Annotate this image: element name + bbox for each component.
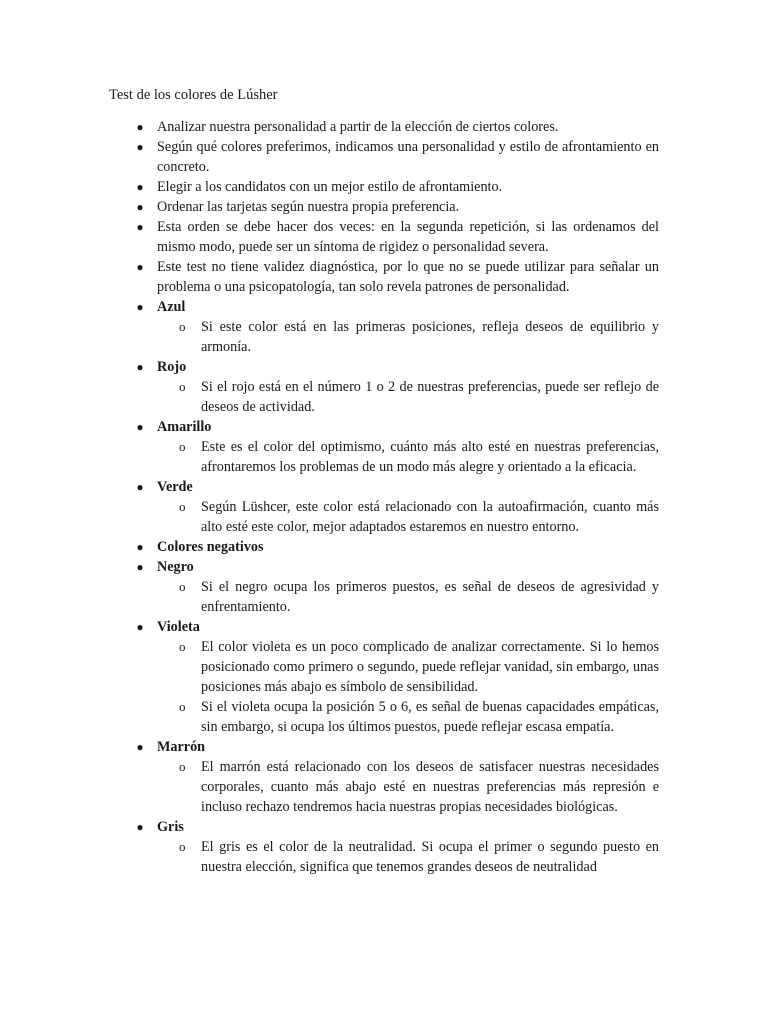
bullet-icon: ● <box>136 140 144 154</box>
circle-bullet-icon: o <box>179 439 186 454</box>
color-heading-rojo: ● Rojo <box>136 359 187 375</box>
list-item: ● Este test no tiene validez diagnóstica, por lo que no se puede utilizar para señalar un problema o una psicopatología, tan solo revela patrones de personalidad. <box>136 259 659 295</box>
color-heading-negro: ● Negro <box>136 559 194 575</box>
color-notes <box>109 757 659 817</box>
list-item: ● Según qué colores preferimos, indicamos una personalidad y estilo de afrontamiento en concreto. <box>136 139 659 175</box>
sub-list-item: o Este es el color del optimismo, cuánto más alto esté en nuestras preferencias, afrontaremos los problemas de un modo más alegre y orientado a la eficacia. <box>179 439 659 475</box>
sublist <box>157 437 659 477</box>
sublist <box>157 497 659 537</box>
bullet-icon: ● <box>136 420 144 434</box>
sub-list-item: o El marrón está relacionado con los deseos de satisfacer nuestras necesidades corporales, cuanto más abajo esté en nuestras preferencias más represión e incluso rechazo tendremos hacia nuestras propias necesidades biológicas. <box>179 759 659 815</box>
sub-list-item: o Si el violeta ocupa la posición 5 o 6, es señal de buenas capacidades empáticas, sin embargo, si ocupa los últimos puestos, puede reflejar escasa empatía. <box>179 699 659 735</box>
circle-bullet-icon: o <box>179 759 186 774</box>
sublist <box>157 317 659 357</box>
sub-list-item: o Si el rojo está en el número 1 o 2 de nuestras preferencias, puede ser reflejo de deseos de actividad. <box>179 379 659 415</box>
sub-list-item: o Según Lüshcer, este color está relacionado con la autoafirmación, cuanto más alto esté este color, mejor adaptados estaremos en nuestro entorno. <box>179 499 659 535</box>
color-notes <box>109 317 659 357</box>
bullet-icon: ● <box>136 620 144 634</box>
bullet-icon: ● <box>136 220 144 234</box>
sublist <box>157 757 659 817</box>
bullet-icon: ● <box>136 480 144 494</box>
bullet-icon: ● <box>136 120 144 134</box>
list-item: ● Ordenar las tarjetas según nuestra propia preferencia. <box>136 199 460 215</box>
color-heading-verde: ● Verde <box>136 479 193 495</box>
circle-bullet-icon: o <box>179 699 186 714</box>
color-heading-gris: ● Gris <box>136 819 184 835</box>
sublist <box>157 577 659 617</box>
bullet-icon: ● <box>136 820 144 834</box>
sublist <box>157 837 659 877</box>
circle-bullet-icon: o <box>179 319 186 334</box>
sub-list-item: o El color violeta es un poco complicado de analizar correctamente. Si lo hemos posicionado como primero o segundo, puede reflejar vanidad, sin embargo, unas posiciones más abajo es símbolo de sensibilidad. <box>179 639 659 695</box>
color-heading-colores-negativos: ● Colores negativos <box>136 539 264 555</box>
main-list <box>109 117 659 877</box>
sub-list-item: o Si este color está en las primeras posiciones, refleja deseos de equilibrio y armonía. <box>179 319 659 355</box>
color-notes <box>109 577 659 617</box>
color-notes <box>109 377 659 417</box>
bullet-icon: ● <box>136 360 144 374</box>
circle-bullet-icon: o <box>179 499 186 514</box>
color-notes <box>109 497 659 537</box>
document-title: Test de los colores de Lúsher <box>109 87 278 103</box>
color-heading-marron: ● Marrón <box>136 739 206 755</box>
bullet-icon: ● <box>136 560 144 574</box>
sub-list-item: o El gris es el color de la neutralidad. Si ocupa el primer o segundo puesto en nuestra elección, significa que tenemos grandes deseos de neutralidad <box>179 839 659 875</box>
color-heading-azul: ● Azul <box>136 299 186 315</box>
list-item: ● Elegir a los candidatos con un mejor estilo de afrontamiento. <box>136 179 503 195</box>
bullet-icon: ● <box>136 740 144 754</box>
bullet-icon: ● <box>136 260 144 274</box>
sublist <box>157 377 659 417</box>
circle-bullet-icon: o <box>179 839 186 854</box>
bullet-icon: ● <box>136 180 144 194</box>
sub-list-item: o Si el negro ocupa los primeros puestos, es señal de deseos de agresividad y enfrentamiento. <box>179 579 659 615</box>
color-notes <box>109 437 659 477</box>
list-item: ● Analizar nuestra personalidad a partir de la elección de ciertos colores. <box>136 119 559 135</box>
list-item: ● Esta orden se debe hacer dos veces: en la segunda repetición, si las ordenamos del mismo modo, puede ser un síntoma de rigidez o personalidad severa. <box>136 219 659 255</box>
circle-bullet-icon: o <box>179 579 186 594</box>
sublist <box>157 637 659 737</box>
bullet-icon: ● <box>136 200 144 214</box>
color-notes <box>109 637 659 737</box>
circle-bullet-icon: o <box>179 639 186 654</box>
color-heading-amarillo: ● Amarillo <box>136 419 212 435</box>
color-notes <box>109 837 659 877</box>
bullet-icon: ● <box>136 540 144 554</box>
circle-bullet-icon: o <box>179 379 186 394</box>
bullet-icon: ● <box>136 300 144 314</box>
color-heading-violeta: ● Violeta <box>136 619 200 635</box>
